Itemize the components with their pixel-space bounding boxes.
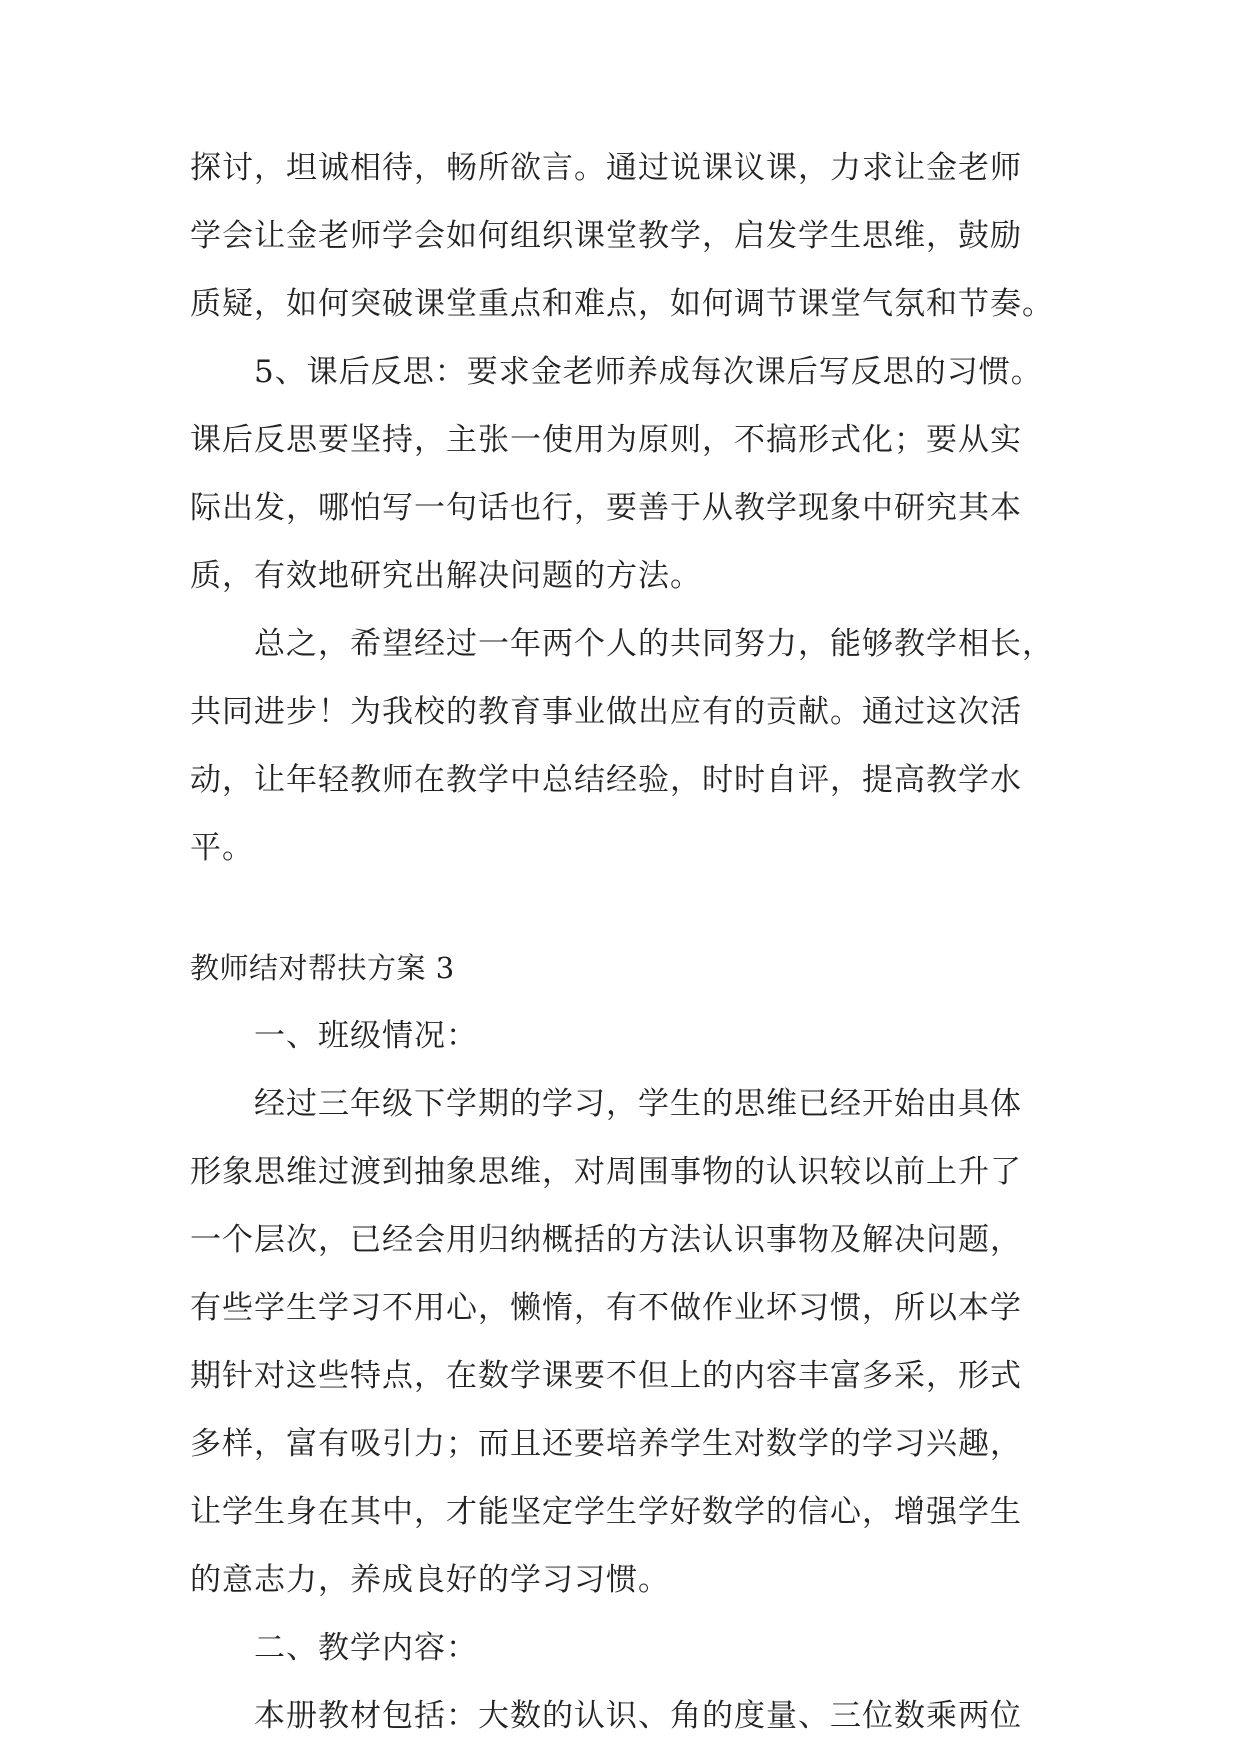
paragraph-first-line: 总之，希望经过一年两个人的共同努力，能够教学相长，	[254, 626, 1054, 662]
paragraph-line: 期针对这些特点，在数学课要不但上的内容丰富多采，形式	[190, 1358, 1022, 1394]
paragraph-first-line: 本册教材包括：大数的认识、角的度量、三位数乘两位	[254, 1698, 1022, 1734]
paragraph-line: 形象思维过渡到抽象思维，对周围事物的认识较以前上升了	[190, 1154, 1022, 1190]
paragraph-first-line: 5、课后反思：要求金老师养成每次课后写反思的习惯。	[254, 354, 1043, 390]
section-title: 教师结对帮扶方案 3	[190, 951, 455, 985]
paragraph-line: 让学生身在其中，才能坚定学生学好数学的信心，增强学生	[190, 1494, 1022, 1530]
paragraph-line: 际出发，哪怕写一句话也行，要善于从教学现象中研究其本	[190, 490, 1022, 526]
paragraph-line: 一个层次，已经会用归纳概括的方法认识事物及解决问题，	[190, 1222, 1022, 1258]
paragraph-line: 多样，富有吸引力；而且还要培养学生对数学的学习兴趣，	[190, 1426, 1022, 1462]
paragraph-line: 的意志力，养成良好的学习习惯。	[190, 1562, 670, 1598]
paragraph-line: 课后反思要坚持，主张一使用为原则，不搞形式化；要从实	[190, 422, 1022, 458]
paragraph-line: 探讨，坦诚相待，畅所欲言。通过说课议课，力求让金老师	[190, 150, 1022, 186]
paragraph-line: 质，有效地研究出解决问题的方法。	[190, 558, 702, 594]
paragraph-line: 平。	[190, 830, 254, 866]
paragraph-line: 有些学生学习不用心，懒惰，有不做作业坏习惯，所以本学	[190, 1290, 1022, 1326]
section-heading: 二、教学内容：	[254, 1630, 478, 1666]
paragraph-line: 共同进步！为我校的教育事业做出应有的贡献。通过这次活	[190, 694, 1022, 730]
section-heading: 一、班级情况：	[254, 1018, 478, 1054]
paragraph-line: 动，让年轻教师在教学中总结经验，时时自评，提高教学水	[190, 762, 1022, 798]
paragraph-line: 质疑，如何突破课堂重点和难点，如何调节课堂气氛和节奏。	[190, 286, 1054, 322]
paragraph-first-line: 经过三年级下学期的学习，学生的思维已经开始由具体	[254, 1086, 1022, 1122]
paragraph-line: 学会让金老师学会如何组织课堂教学，启发学生思维，鼓励	[190, 218, 1022, 254]
